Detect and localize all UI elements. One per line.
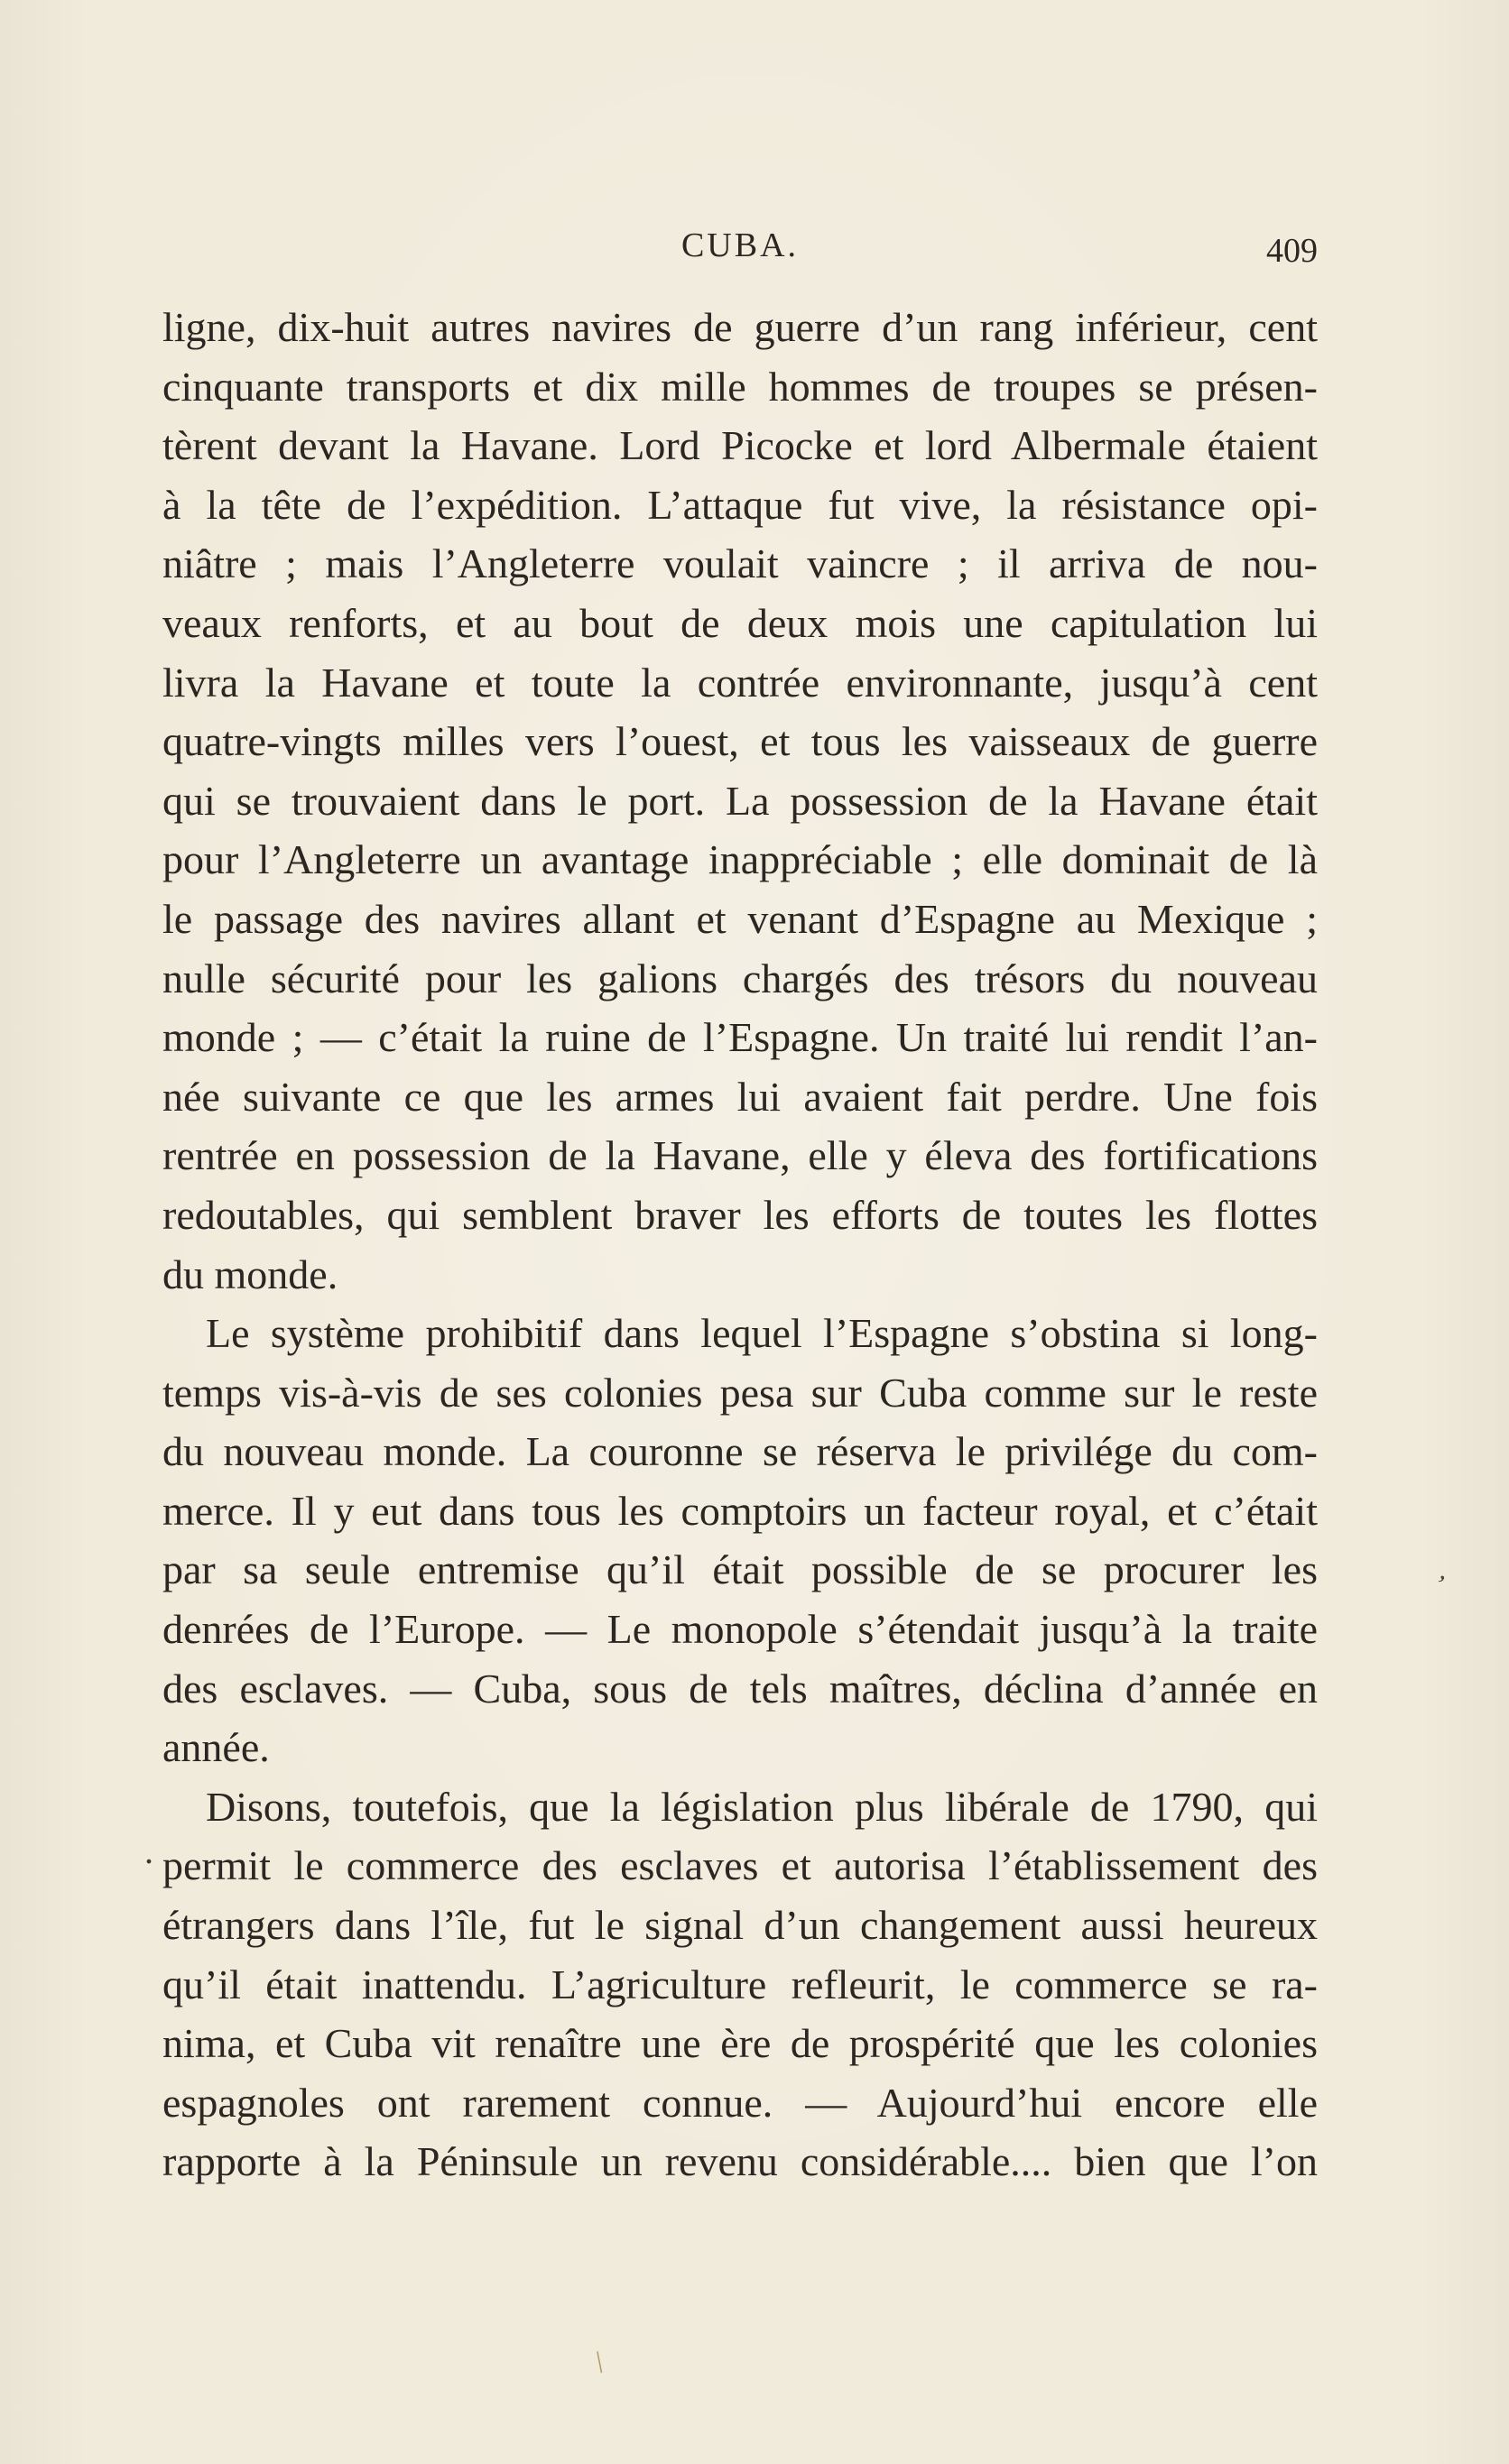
stray-dot-mark: . bbox=[144, 1831, 153, 1871]
text-line: nulle sécurité pour les galions chargés des trésors du nouveau bbox=[162, 955, 1318, 1001]
text-line: niâtre ; mais l’Angleterre voulait vaincre ; il arriva de nou- bbox=[162, 540, 1318, 587]
text-line: par sa seule entremise qu’il était possible de se procurer les bbox=[162, 1546, 1318, 1593]
text-line: ligne, dix-huit autres navires de guerre d’un rang inférieur, cent bbox=[162, 304, 1318, 350]
text-line: Le système prohibitif dans lequel l’Espagne s’obstina si long- bbox=[206, 1310, 1318, 1357]
text-line: permit le commerce des esclaves et autorisa l’établissement des bbox=[162, 1842, 1318, 1889]
text-line: qu’il était inattendu. L’agriculture refleurit, le commerce se ra- bbox=[162, 1961, 1318, 2007]
bottom-tick-mark: / bbox=[588, 2346, 612, 2379]
text-line: pour l’Angleterre un avantage inappréciable ; elle dominait de là bbox=[162, 836, 1318, 883]
text-line: quatre-vingts milles vers l’ouest, et tous les vaisseaux de guerre bbox=[162, 718, 1318, 765]
margin-tick-mark: ʼ bbox=[1430, 1569, 1449, 1601]
text-line: temps vis-à-vis de ses colonies pesa sur Cuba comme sur le reste bbox=[162, 1369, 1318, 1416]
text-line: rapporte à la Péninsule un revenu considérable.... bien que l’on bbox=[162, 2138, 1318, 2185]
body-text bbox=[162, 298, 1318, 2192]
running-head bbox=[162, 226, 1318, 276]
text-line: des esclaves. — Cuba, sous de tels maîtres, déclina d’année en bbox=[162, 1665, 1318, 1712]
text-line: à la tête de l’expédition. L’attaque fut vive, la résistance opi- bbox=[162, 481, 1318, 528]
text-line: redoutables, qui semblent braver les efforts de toutes les flottes bbox=[162, 1191, 1318, 1238]
text-line: du nouveau monde. La couronne se réserva le privilége du com- bbox=[162, 1428, 1318, 1475]
text-line: cinquante transports et dix mille hommes de troupes se présen- bbox=[162, 363, 1318, 410]
text-line: année. bbox=[162, 1724, 270, 1771]
text-line: rentrée en possession de la Havane, elle y éleva des fortifications bbox=[162, 1132, 1318, 1179]
page-number: 409 bbox=[1266, 232, 1318, 270]
text-line: le passage des navires allant et venant d’Espagne au Mexique ; bbox=[162, 895, 1318, 942]
text-line: du monde. bbox=[162, 1250, 338, 1297]
text-line: denrées de l’Europe. — Le monopole s’étendait jusqu’à la traite bbox=[162, 1606, 1318, 1653]
text-line: monde ; — c’était la ruine de l’Espagne. Un traité lui rendit l’an- bbox=[162, 1014, 1318, 1061]
text-line: tèrent devant la Havane. Lord Picocke et lord Albermale étaient bbox=[162, 422, 1318, 469]
text-line: nima, et Cuba vit renaître une ère de prospérité que les colonies bbox=[162, 2020, 1318, 2067]
text-line: livra la Havane et toute la contrée environnante, jusqu’à cent bbox=[162, 659, 1318, 706]
text-line: qui se trouvaient dans le port. La possession de la Havane était bbox=[162, 777, 1318, 824]
text-line: merce. Il y eut dans tous les comptoirs un facteur royal, et c’était bbox=[162, 1487, 1318, 1534]
running-title: CUBA. bbox=[680, 226, 800, 264]
text-line: espagnoles ont rarement connue. — Aujourd’hui encore elle bbox=[162, 2079, 1318, 2126]
text-line: veaux renforts, et au bout de deux mois une capitulation lui bbox=[162, 599, 1318, 646]
text-line: étrangers dans l’île, fut le signal d’un changement aussi heureux bbox=[162, 1902, 1318, 1949]
text-line: née suivante ce que les armes lui avaient fait perdre. Une fois bbox=[162, 1073, 1318, 1120]
text-line: Disons, toutefois, que la législation plus libérale de 1790, qui bbox=[206, 1783, 1318, 1830]
